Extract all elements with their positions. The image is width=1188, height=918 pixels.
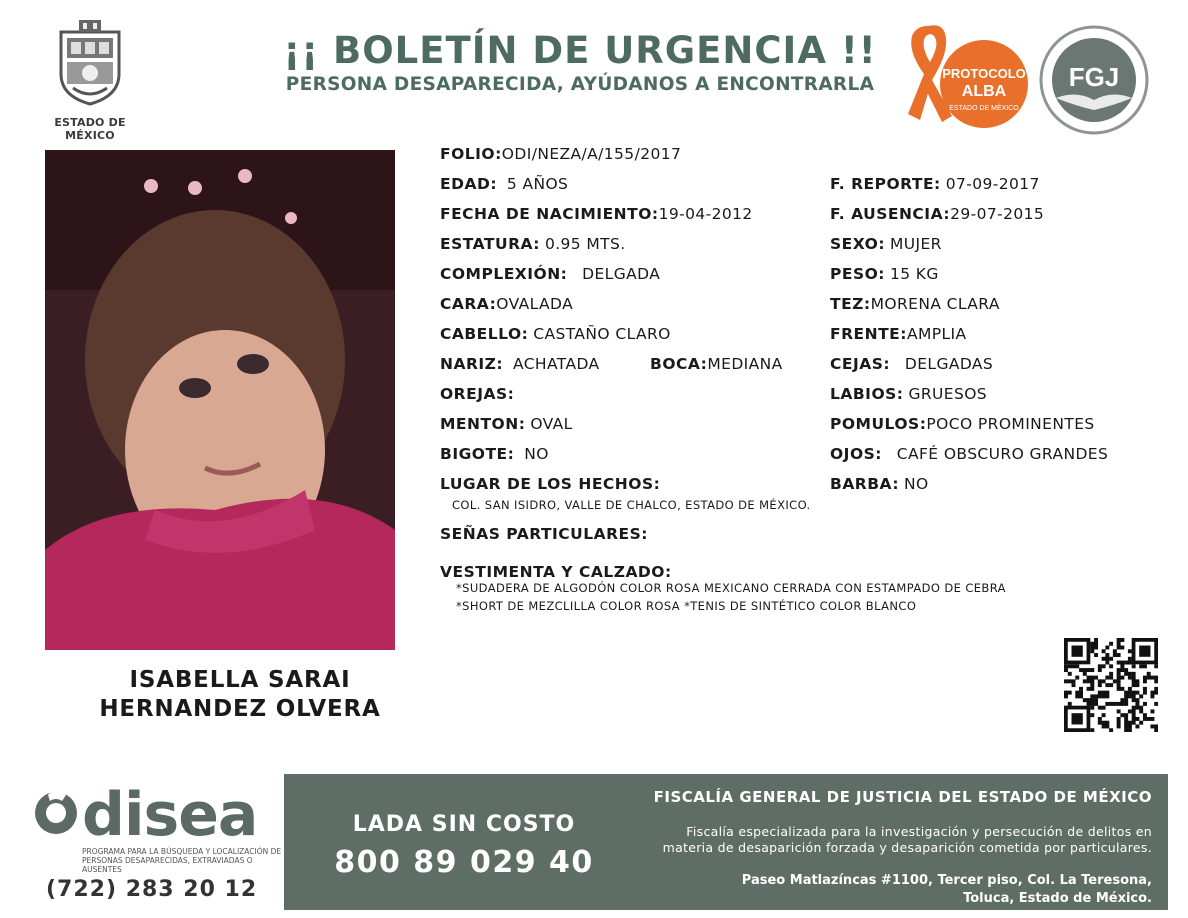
fgj-seal <box>1038 24 1150 136</box>
field-tez <box>830 294 1000 314</box>
field-orejas <box>440 384 514 404</box>
complexion-label: COMPLEXIÓN: <box>440 265 568 283</box>
f-reporte-value: 07-09-2017 <box>945 175 1040 193</box>
complexion-value: DELGADA <box>582 265 661 283</box>
barba-label: BARBA: <box>830 475 900 493</box>
labios-value: GRUESOS <box>908 385 988 403</box>
missing-person-photo <box>45 150 395 650</box>
state-label: ESTADO DE MÉXICO <box>54 116 126 142</box>
lada-number[interactable]: 800 89 029 40 <box>334 845 594 880</box>
senas-label: SEÑAS PARTICULARES: <box>440 525 649 543</box>
f-ausencia-label: F. AUSENCIA: <box>830 205 951 223</box>
barba-value: NO <box>903 475 929 493</box>
alba-line3: ESTADO DE MÉXICO <box>949 105 1019 112</box>
field-nariz <box>440 354 600 374</box>
fgj-title: FISCALÍA GENERAL DE JUSTICIA DEL ESTADO DE MÉXICO <box>653 788 1152 806</box>
vestimenta-line2: *SHORT DE MEZCLILLA COLOR ROSA *TENIS DE SINTÉTICO COLOR BLANCO <box>456 599 917 613</box>
address-line1: Paseo Matlazíncas #1100, Tercer piso, Col. La Teresona, <box>741 873 1152 888</box>
bulletin-subtitle: PERSONA DESAPARECIDA, AYÚDANOS A ENCONTRARLA <box>285 74 875 95</box>
fgj-description <box>592 824 1152 856</box>
folio-label: FOLIO: <box>440 145 502 163</box>
field-labios <box>830 384 987 404</box>
cabello-value: CASTAÑO CLARO <box>533 325 671 343</box>
qr-code[interactable] <box>1064 638 1158 732</box>
fgj-footer-band <box>284 774 1168 910</box>
field-f-reporte <box>830 174 1040 194</box>
tez-label: TEZ: <box>830 295 871 313</box>
peso-value: 15 KG <box>889 265 939 283</box>
odisea-description: PROGRAMA PARA LA BÚSQUEDA Y LOCALIZACIÓN DE PERSONAS DESAPARECIDAS, EXTRAVIADAS O AUSENTES <box>82 847 282 874</box>
field-bigote <box>440 444 549 464</box>
edad-value: 5 AÑOS <box>506 175 569 193</box>
field-folio <box>440 144 681 164</box>
field-pomulos <box>830 414 1095 434</box>
menton-label: MENTON: <box>440 415 526 433</box>
name-line2: HERNANDEZ OLVERA <box>99 696 381 722</box>
bulletin-header <box>248 30 912 95</box>
field-peso <box>830 264 939 284</box>
field-senas <box>440 524 648 544</box>
lada-label: LADA SIN COSTO <box>352 812 576 837</box>
lada-block <box>314 812 614 880</box>
odisea-logo <box>34 780 274 850</box>
nariz-value: ACHATADA <box>512 355 600 373</box>
field-boca <box>650 354 783 374</box>
frente-value: AMPLIA <box>906 325 967 343</box>
orejas-label: OREJAS: <box>440 385 515 403</box>
bulletin-title: ¡¡ BOLETÍN DE URGENCIA !! <box>283 29 877 72</box>
field-ojos <box>830 444 1108 464</box>
cara-label: CARA: <box>440 295 497 313</box>
alba-line1: PROTOCOLO <box>942 66 1026 81</box>
map-pin-icon <box>34 785 82 845</box>
cejas-value: DELGADAS <box>904 355 994 373</box>
field-barba <box>830 474 929 494</box>
fgj-info <box>592 788 1152 908</box>
address-line2: Toluca, Estado de México. <box>963 891 1152 906</box>
state-crest-icon <box>53 18 127 106</box>
nariz-label: NARIZ: <box>440 355 504 373</box>
folio-value: ODI/NEZA/A/155/2017 <box>501 145 682 163</box>
alba-line2: ALBA <box>961 83 1007 100</box>
sexo-value: MUJER <box>889 235 942 253</box>
field-complexion <box>440 264 660 284</box>
frente-label: FRENTE: <box>830 325 907 343</box>
pomulos-label: POMULOS: <box>830 415 927 433</box>
protocolo-alba-logo <box>898 22 1030 134</box>
field-menton <box>440 414 573 434</box>
odisea-logo-block <box>34 780 282 874</box>
odisea-phone[interactable]: (722) 283 20 12 <box>46 877 258 902</box>
ojos-value: CAFÉ OBSCURO GRANDES <box>896 445 1109 463</box>
field-estatura <box>440 234 626 254</box>
field-fecha-nacimiento <box>440 204 753 224</box>
fecha-nac-value: 19-04-2012 <box>658 205 753 223</box>
name-line1: ISABELLA SARAI <box>129 667 351 693</box>
odisea-wordmark: disea <box>82 780 258 850</box>
field-edad <box>440 174 568 194</box>
ojos-label: OJOS: <box>830 445 882 463</box>
lugar-label: LUGAR DE LOS HECHOS: <box>440 475 661 493</box>
menton-value: OVAL <box>530 415 573 433</box>
boca-label: BOCA: <box>650 355 708 373</box>
estatura-label: ESTATURA: <box>440 235 540 253</box>
fecha-nac-label: FECHA DE NACIMIENTO: <box>440 205 659 223</box>
lugar-value: COL. SAN ISIDRO, VALLE DE CHALCO, ESTADO DE MÉXICO. <box>452 498 811 512</box>
fgj-desc-line1: Fiscalía especializada para la investigación y persecución de delitos en <box>686 824 1152 839</box>
sexo-label: SEXO: <box>830 235 886 253</box>
person-name <box>40 666 440 724</box>
field-lugar <box>440 474 660 494</box>
tez-value: MORENA CLARA <box>870 295 1000 313</box>
bigote-label: BIGOTE: <box>440 445 515 463</box>
estatura-value: 0.95 MTS. <box>544 235 626 253</box>
pomulos-value: POCO PROMINENTES <box>926 415 1095 433</box>
f-reporte-label: F. REPORTE: <box>830 175 941 193</box>
labios-label: LABIOS: <box>830 385 904 403</box>
qr-finder <box>1072 646 1083 657</box>
fgj-desc-line2: materia de desaparición forzada y desaparición cometida por particulares. <box>662 840 1152 855</box>
field-cara <box>440 294 573 314</box>
cara-value: OVALADA <box>496 295 574 313</box>
cabello-label: CABELLO: <box>440 325 529 343</box>
cejas-label: CEJAS: <box>830 355 891 373</box>
bigote-value: NO <box>524 445 549 463</box>
vestimenta-line1: *SUDADERA DE ALGODÓN COLOR ROSA MEXICANO CERRADA CON ESTAMPADO DE CEBRA <box>456 581 1006 595</box>
edad-label: EDAD: <box>440 175 498 193</box>
field-f-ausencia <box>830 204 1044 224</box>
peso-label: PESO: <box>830 265 885 283</box>
field-vestimenta <box>440 562 672 582</box>
fgj-letters: FGJ <box>1068 62 1120 92</box>
field-sexo <box>830 234 942 254</box>
qr-finder <box>1072 713 1083 724</box>
f-ausencia-value: 29-07-2015 <box>950 205 1045 223</box>
qr-finder <box>1139 646 1150 657</box>
fgj-address <box>592 872 1152 908</box>
estado-de-mexico-logo <box>28 18 152 142</box>
field-frente <box>830 324 967 344</box>
field-cabello <box>440 324 671 344</box>
field-cejas <box>830 354 993 374</box>
boca-value: MEDIANA <box>707 355 783 373</box>
vestimenta-label: VESTIMENTA Y CALZADO: <box>440 563 672 581</box>
